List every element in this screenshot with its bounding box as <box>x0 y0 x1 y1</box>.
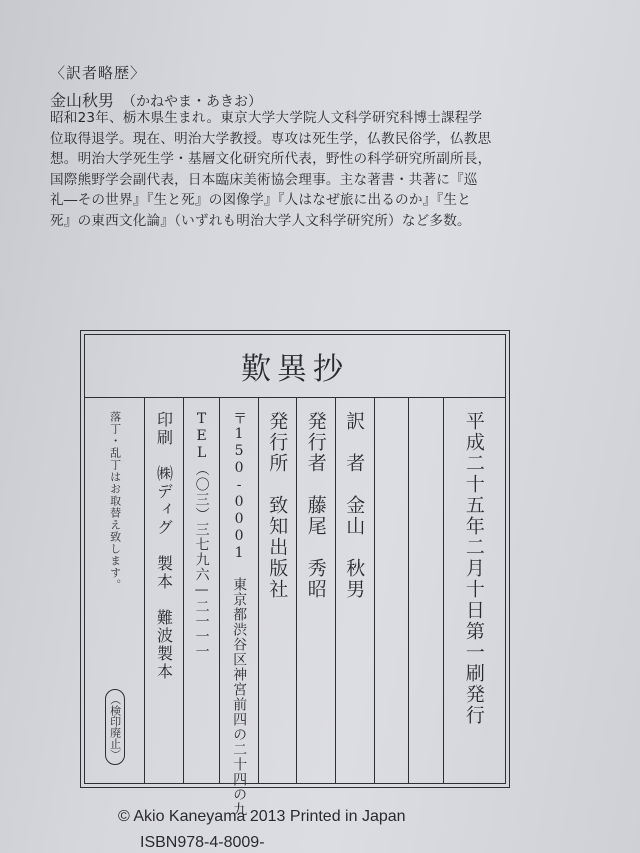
colophon-col-date <box>443 397 505 783</box>
translator-bio-heading: 〈訳者略歴〉 <box>50 64 147 82</box>
replacement-notice: 落丁・乱丁はお取替え致します。 <box>108 411 122 591</box>
colophon-col-tel <box>183 397 220 783</box>
colophon-col-translator <box>335 397 374 783</box>
translator-name-kanji: 金山秋男 <box>50 91 115 110</box>
bio-line: 死』の東西文化論』（いずれも明治大学人文科学研究所）など多数。 <box>50 212 471 229</box>
translator-name-kana: （かねやま・あきお） <box>122 94 263 110</box>
publisher-person-value: 藤尾 秀昭 <box>304 495 327 600</box>
address-entry <box>229 411 249 817</box>
translator-label: 訳 者 <box>343 411 366 474</box>
publication-date: 平成二十五年二月十日第一刷発行 <box>462 411 485 726</box>
seal-abolished-mark: （検印廃止） <box>105 689 125 765</box>
colophon-col-publisher <box>258 397 297 783</box>
colophon-col-printing <box>144 397 183 783</box>
colophon-col-empty <box>408 397 443 783</box>
publisher-person-entry <box>303 411 330 783</box>
colophon-title-row <box>85 335 505 398</box>
bio-line: 想。明治大学死生学・基層文化研究所代表，野性の科学研究所副所長， <box>50 151 492 167</box>
bio-line: 礼―その世界』『生と死』の図像学』『人はなぜ旅に出るのか』『生と <box>50 192 471 208</box>
colophon-col-publisher-person <box>296 397 335 783</box>
postal-code: 〒150-0001 <box>231 411 248 562</box>
copyright-line: © Akio Kaneyama 2013 Printed in Japan <box>118 808 406 825</box>
book-title: 歎異抄 <box>241 352 349 387</box>
publisher-value: 致知出版社 <box>266 495 289 600</box>
translator-bio-text <box>50 108 555 231</box>
publisher-label: 発行所 <box>266 411 289 474</box>
bio-line: 位取得退学。現在、明治大学教授。専攻は死生学，仏教民俗学，仏教思 <box>50 130 492 147</box>
address: 東京都渋谷区神宮前四の二十四の九 <box>231 577 248 817</box>
printing-label: 印刷 <box>154 411 174 447</box>
colophon-col-address <box>219 397 258 817</box>
translator-value: 金山 秋男 <box>343 495 366 600</box>
colophon-col-notice <box>85 397 144 783</box>
bio-line: 昭和23年、栃木県生まれ。東京大学大学院人文科学研究科博士課程学 <box>50 110 483 126</box>
printer: ㈱ディグ 製本 難波製本 <box>154 465 174 681</box>
bio-line: 国際熊野学会副代表，日本臨床美術協会理事。主な著書・共著に『巡 <box>50 171 478 188</box>
publisher-entry <box>264 411 291 783</box>
printing-entry <box>153 411 176 783</box>
isbn-line: ISBN978-4-8009- <box>140 834 265 851</box>
translator-entry <box>341 411 368 783</box>
colophon-col-empty <box>374 397 409 783</box>
publisher-person-label: 発行者 <box>304 411 327 474</box>
telephone: TEL（〇三）三七九六—二一一一 <box>193 411 210 659</box>
